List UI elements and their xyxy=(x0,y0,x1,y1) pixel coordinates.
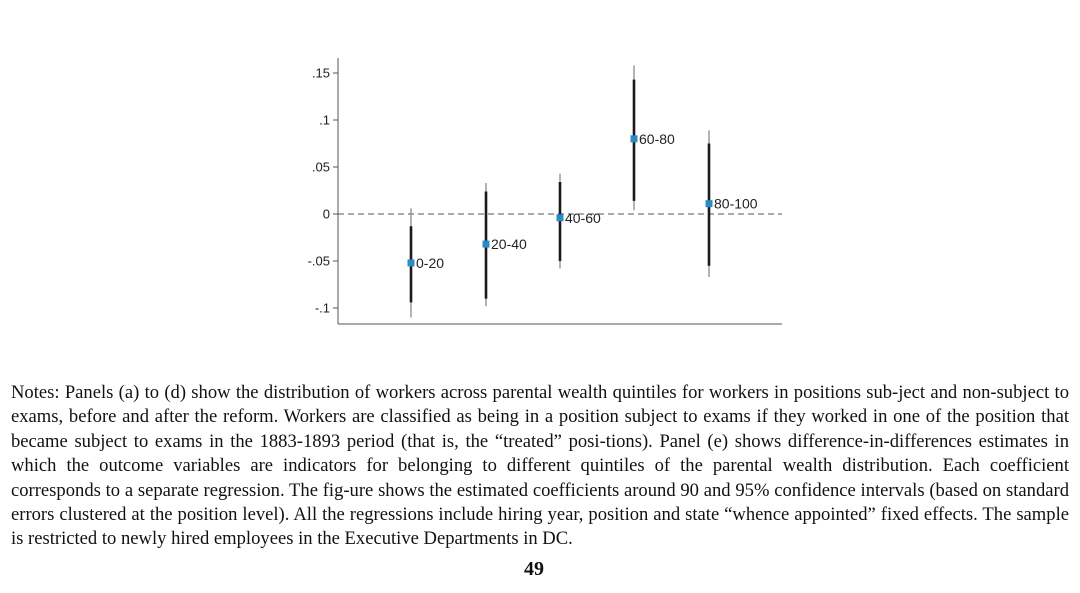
figure-notes: Notes: Panels (a) to (d) show the distribution of workers across parental wealth quintiles for workers in positions sub-ject and non-subject to exams, before and after the reform. Workers are classified as being in a position subject to exams if they worked in one of the position that became subject to exams in the 1883-1893 period (that is, the “treated” posi-tions). Panel (e) shows difference-in-differences estimates in which the outcome variables are indicators for belonging to different quintiles of the parental wealth distribution. Each coefficient corresponds to a separate regression. The fig-ure shows the estimated coefficients around 90 and 95% confidence intervals (based on standard errors clustered at the position level). All the regressions include hiring year, position and state “whence appointed” fixed effects. The sample is restricted to newly hired employees in the Executive Departments in DC. xyxy=(11,382,1069,550)
point-estimate-marker xyxy=(408,259,415,266)
point-estimate-marker xyxy=(631,135,638,142)
y-tick-label: .15 xyxy=(311,65,330,81)
point-label: 80-100 xyxy=(714,195,758,212)
point-estimate-marker xyxy=(483,241,490,248)
point-label: 60-80 xyxy=(639,130,675,147)
point-label: 20-40 xyxy=(491,236,527,253)
point-estimate-marker xyxy=(706,200,713,207)
y-tick-label: -.1 xyxy=(314,300,330,316)
y-tick-label: -.05 xyxy=(307,253,330,269)
point-label: 0-20 xyxy=(416,254,445,271)
page-number: 49 xyxy=(524,558,544,580)
y-tick-label: .05 xyxy=(311,159,330,175)
point-label: 40-60 xyxy=(565,209,601,226)
y-tick-label: .1 xyxy=(319,112,330,128)
y-tick-label: 0 xyxy=(322,206,330,222)
point-estimate-marker xyxy=(557,214,564,221)
